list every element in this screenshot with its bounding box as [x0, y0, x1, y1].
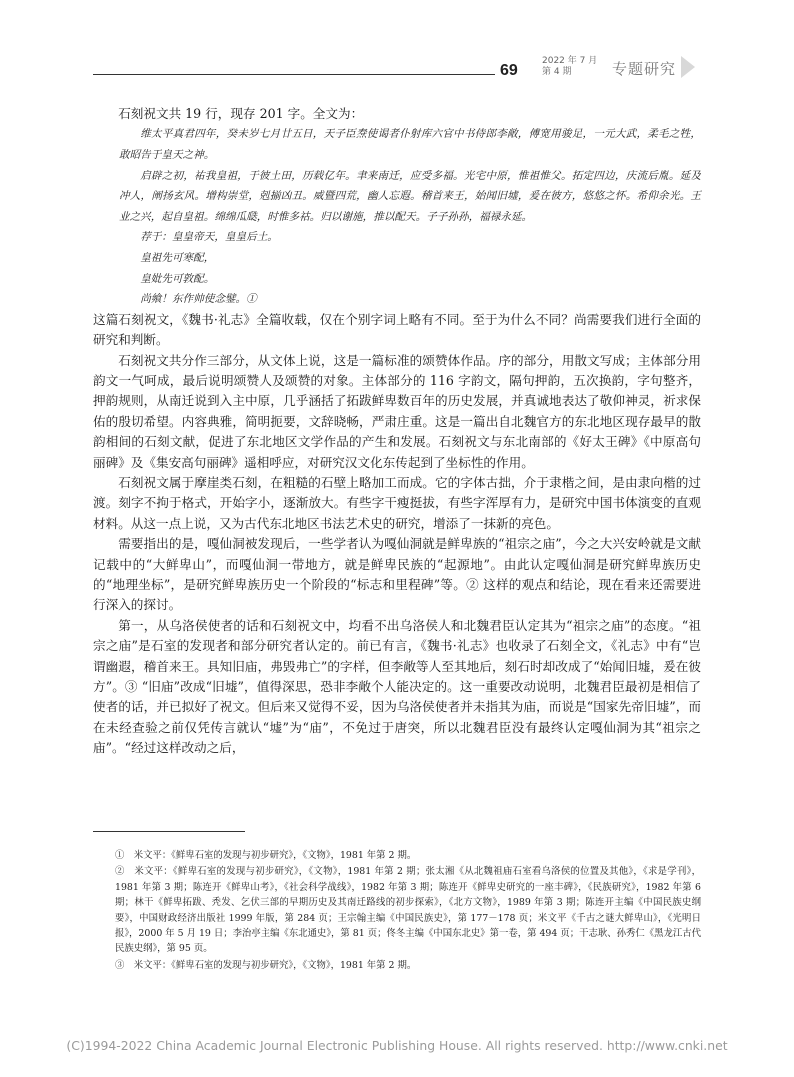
main-text	[93, 104, 701, 759]
body-paragraph-2: 石刻祝文共分作三部分，从文体上说，这是一篇标准的颂赞体作品。序的部分，用散文写成；主体部分用韵文一气呵成，最后说明颂赞人及颂赞的对象。主体部分的 116 字韵文，隔句押韵，五次换韵，字句整齐，押韵规则，从南迁说到入主中原，几乎涵括了拓跋鲜卑数百年的历史发展，并真诚地表达了敬仰神灵，祈求保佑的殷切希望。内容典雅，简明扼要，文辞晓畅，严肃庄重。这是一篇出自北魏官方的东北地区现存最早的散韵相间的石刻文献，促进了东北地区文学作品的产生和发展。石刻祝文与东北南部的《好太王碑》《中原高句丽碑》及《集安高句丽碑》遥相呼应，对研究汉文化东传起到了坐标性的作用。	[93, 352, 701, 470]
quote-paragraph-1: 维太平真君四年，癸未岁七月廿五日，天子臣焘使谒者仆射库六官中书侍郎李敞，傅宽用骏足，一元大武，柔毛之牲，敢昭告于皇天之神。	[119, 128, 701, 161]
body-paragraph-4: 需要指出的是，嘎仙洞被发现后，一些学者认为嘎仙洞就是鲜卑族的“祖宗之庙”，今之大兴安岭就是文献记载中的“大鲜卑山”，而嘎仙洞一带地方，就是鲜卑民族的“起源地”。由此认定嘎仙洞是研究鲜卑族历史的“地理坐标”，是研究鲜卑族历史一个阶段的“标志和里程碑”等。② 这样的观点和结论，现在看来还需要进行深入的探讨。	[93, 536, 701, 613]
footnotes	[93, 848, 701, 974]
quote-paragraph-2: 启辟之初，祐我皇祖，于彼土田，历载亿年。聿来南迁，应受多福。光宅中原，惟祖惟父。拓定四边，庆流后胤。延及冲人，阐扬玄风。增构崇堂，剋揃凶丑。威暨四荒，幽人忘遐。稽首来王，始闻旧墟，爰在彼方，悠悠之怀。希仰余光。王业之兴，起自皇祖。绵绵瓜瓞，时惟多祜。归以谢施，推以配天。子子孙孙，福禄永延。	[119, 169, 701, 223]
body-paragraph-3: 石刻祝文属于摩崖类石刻，在粗糙的石壁上略加工而成。它的字体古拙，介于隶楷之间，是由隶向楷的过渡。刻字不拘于格式，开始字小，逐渐放大。有些字干瘦挺拔，有些字浑厚有力，是研究中国书体演变的直观材料。从这一点上说，又为古代东北地区书法艺术史的研究，增添了一抹新的亮色。	[93, 475, 701, 531]
footnote-1: ① 米文平：《鲜卑石室的发现与初步研究》，《文物》，1981 年第 2 期。	[115, 850, 417, 861]
page-number: 69	[500, 62, 518, 79]
quote-line-3: 荐于：皇皇帝天，皇皇后土。	[140, 231, 278, 244]
quote-line-4: 皇祖先可寒配，	[140, 251, 215, 264]
issue-date: 2022 年 7 月	[542, 56, 598, 66]
column-title: 专题研究	[612, 60, 677, 78]
footnote-rule	[93, 831, 245, 832]
quote-line-6: 尚飨！东作帅使念鐾。①	[140, 293, 257, 306]
quote-line-5: 皇妣先可敦配。	[140, 272, 215, 285]
copyright-footer: (C)1994-2022 China Academic Journal Electronic Publishing House. All rights reserved. http://www.cnki.net	[66, 1038, 728, 1053]
intro-paragraph: 石刻祝文共 19 行，现存 201 字。全文为：	[118, 106, 364, 121]
body-paragraph-5: 第一，从乌洛侯使者的话和石刻祝文中，均看不出乌洛侯人和北魏君臣认定其为“祖宗之庙”的态度。“祖宗之庙”是石室的发现者和部分研究者认定的。前已有言，《魏书·礼志》也收录了石刻全文，《礼志》中有“岂谓幽遐，稽首来王。具知旧庙，弗毁弗亡”的字样，但李敞等人至其地后，刻石时却改成了“始闻旧墟，爰在彼方”。③ “旧庙”改成“旧墟”，值得深思，恐非李敞个人能决定的。这一重要改动说明，北魏君臣最初是相信了使者的话，并已拟好了祝文。但后来又觉得不妥，因为乌洛侯使者并未指其为庙，而说是“国家先帝旧墟”，而在未经查验之前仅凭传言就认“墟”为“庙”，不免过于唐突，所以北魏君臣没有最终认定嘎仙洞为其“祖宗之庙”。“经过这样改动之后，	[93, 617, 701, 756]
body-paragraph-1: 这篇石刻祝文，《魏书·礼志》全篇收载，仅在个别字词上略有不同。至于为什么不同？尚需要我们进行全面的研究和判断。	[93, 311, 701, 348]
footnote-3: ③ 米文平：《鲜卑石室的发现与初步研究》，《文物》，1981 年第 2 期。	[115, 959, 417, 971]
header-rule	[93, 74, 495, 75]
issue-info	[542, 56, 597, 78]
footnote-2: ② 米文平：《鲜卑石室的发现与初步研究》，《文物》，1981 年第 2 期；张太湘《从北魏祖庙石室看乌洛侯的位置及其他》，《求是学刊》，1981 年第 3 期；陈连开《鲜卑山考》，《社会科学战线》，1982 年第 3 期；陈连开《鲜卑史研究的一座丰碑》，《民族研究》，1982 年第 6 期；林干《鲜卑拓跋、秃发、乞伏三部的早期历史及其南迁路线的初步探索》，《北方文物》，1989 年第 3 期；陈连开主编《中国民族史纲要》，中国财政经济出版社 1999 年版，第 284 页；王宗翰主编《中国民族史》，第 177－178 页；米文平《千古之谜大鲜卑山》，《光明日报》，2000 年 5 月 19 日；李治亭主编《东北通史》，第 81 页；佟冬主编《中国东北史》第一卷，第 494 页；干志耿、孙秀仁《黑龙江古代民族史纲》，第 95 页。	[115, 866, 701, 955]
corner-mark-icon	[681, 56, 695, 78]
issue-number: 第 4 期	[542, 67, 572, 77]
